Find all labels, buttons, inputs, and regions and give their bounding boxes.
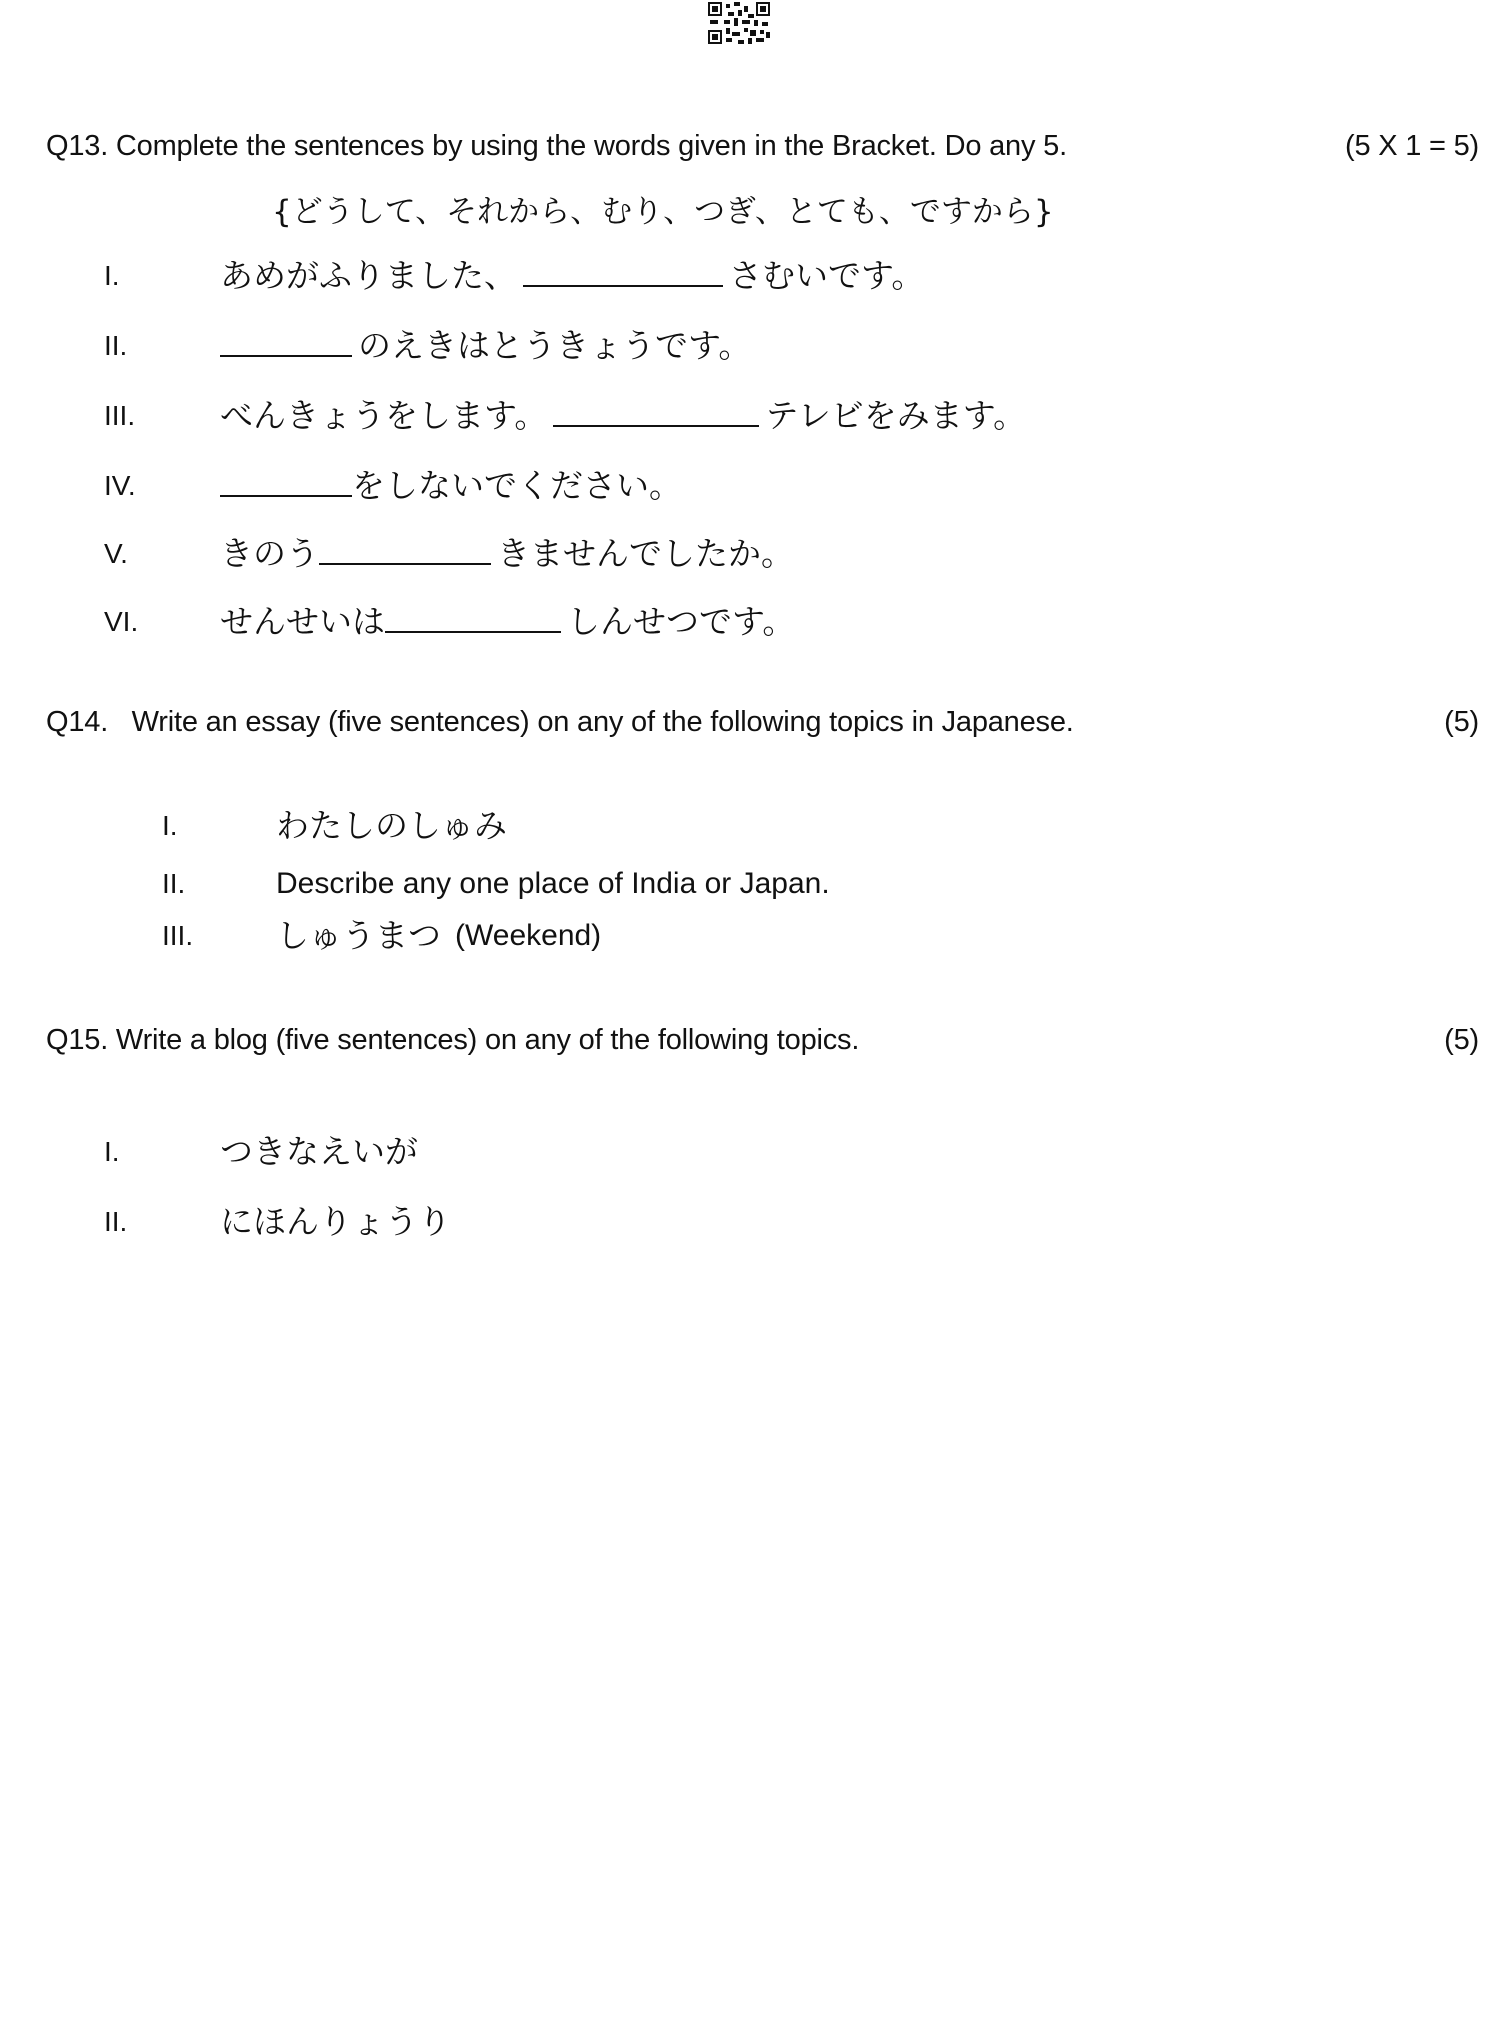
topic-number: II. <box>104 1206 128 1237</box>
q13-item-6 <box>104 600 1404 644</box>
sentence-before-blank: きのう <box>220 534 319 573</box>
item-number: VI. <box>104 606 139 637</box>
topic-number: I. <box>104 1136 120 1167</box>
sentence-after-blank: さむいです。 <box>729 256 925 295</box>
q13-item-5 <box>104 532 1404 576</box>
sentence-before-blank: せんせいは <box>220 602 385 641</box>
q14-topic-2 <box>162 862 1362 906</box>
item-sentence <box>220 394 1026 438</box>
item-number: III. <box>104 400 136 431</box>
sentence-before-blank: あめがふりました、 <box>220 256 517 295</box>
q15-instruction: Q15. Write a blog (five sentences) on any of the following topics. <box>46 1024 860 1056</box>
sentence-after-blank: しんせつです。 <box>567 602 796 641</box>
q14-instruction: Q14. Write an essay (five sentences) on any of the following topics in Japanese. <box>46 706 1074 738</box>
q14-heading <box>46 704 1479 740</box>
sentence-after-blank: テレビをみます。 <box>765 396 1027 435</box>
item-number: V. <box>104 538 128 569</box>
sentence-after-blank: のえきはとうきょうです。 <box>358 326 752 365</box>
topic-text: わたしのしゅみ <box>276 806 507 845</box>
q15-heading <box>46 1022 1479 1058</box>
answer-blank[interactable] <box>385 605 561 633</box>
q14-marks: (5) <box>1444 706 1479 738</box>
item-sentence <box>220 254 924 298</box>
item-sentence <box>220 532 794 576</box>
topic-text-jp: しゅうまつ <box>276 916 441 955</box>
answer-blank[interactable] <box>220 329 352 357</box>
q13-item-2 <box>104 324 1404 368</box>
topic-text: つきなえいが <box>220 1132 418 1171</box>
sentence-after-blank: をしないでください。 <box>352 466 682 505</box>
q14-topic-3 <box>162 914 1362 958</box>
item-sentence <box>220 600 795 644</box>
sentence-after-blank: きませんでしたか。 <box>497 534 794 573</box>
topic-number: III. <box>162 920 194 951</box>
answer-blank[interactable] <box>553 399 759 427</box>
topic-number: I. <box>162 810 178 841</box>
q13-item-3 <box>104 394 1404 438</box>
item-number: II. <box>104 330 128 361</box>
answer-blank[interactable] <box>523 259 723 287</box>
item-sentence <box>216 324 751 368</box>
item-sentence <box>216 464 682 508</box>
topic-text-en: (Weekend) <box>455 919 602 952</box>
topic-number: II. <box>162 868 186 899</box>
q15-topic-1 <box>104 1130 1304 1174</box>
q14-topic-1 <box>162 804 1362 848</box>
q15-marks: (5) <box>1444 1024 1479 1056</box>
topic-text: Describe any one place of India or Japan. <box>276 867 830 900</box>
answer-blank[interactable] <box>319 537 491 565</box>
q15-topic-2 <box>104 1200 1304 1244</box>
topic-text: にほんりょうり <box>220 1202 451 1241</box>
answer-blank[interactable] <box>220 469 352 497</box>
item-number: I. <box>104 260 120 291</box>
q13-word-bank: {どうして、それから、むり、つぎ、とても、ですから} <box>272 194 1054 230</box>
sentence-before-blank: べんきょうをします。 <box>220 396 548 435</box>
q13-item-1 <box>104 254 1404 298</box>
item-number: IV. <box>104 470 136 501</box>
qr-code-icon <box>708 2 770 44</box>
q13-item-4 <box>104 464 1404 508</box>
q13-instruction: Q13. Complete the sentences by using the words given in the Bracket. Do any 5. <box>46 130 1067 162</box>
q13-marks: (5 X 1 = 5) <box>1344 130 1479 162</box>
q13-heading <box>46 128 1479 164</box>
